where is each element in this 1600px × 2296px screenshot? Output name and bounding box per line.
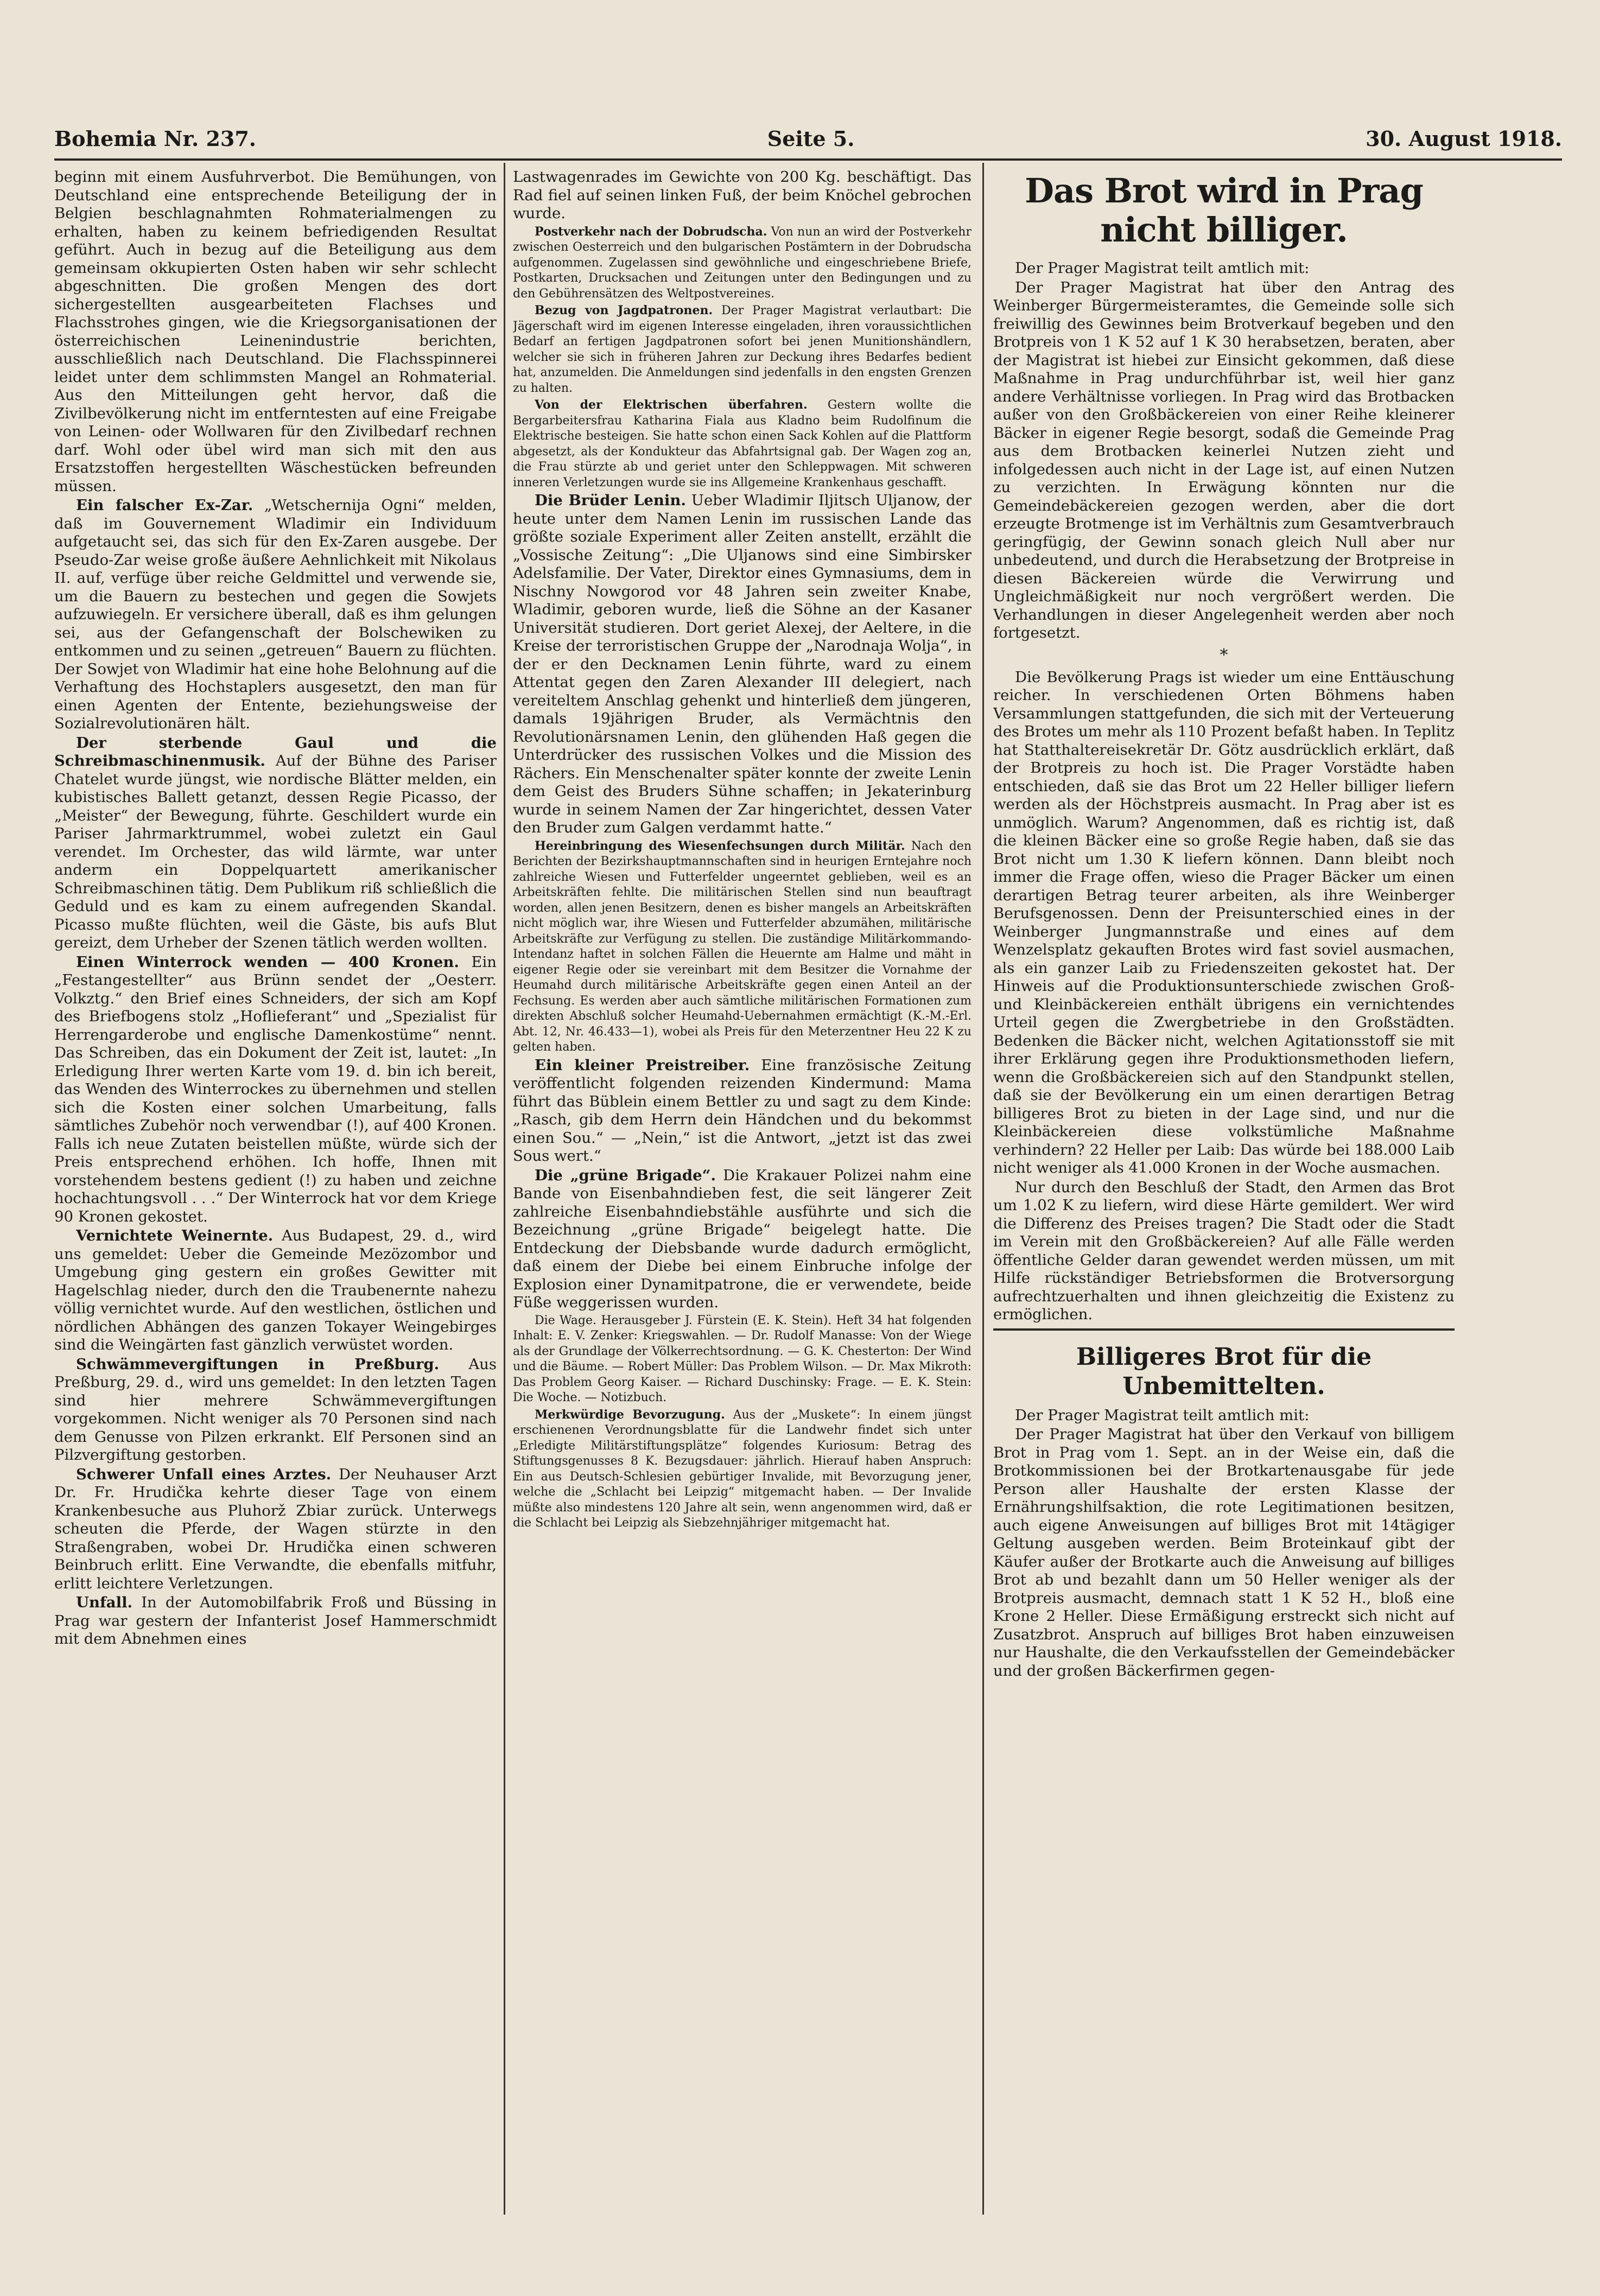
second-headline: Billigeres Brot für die Unbemittelten. bbox=[1076, 1343, 1372, 1400]
bread-paragraph-1: Der Prager Magistrat teilt amtlich mit: bbox=[1015, 259, 1310, 277]
article-body: Ein „Festangestellter“ aus Brünn sendet der „Oesterr. Volkztg.“ den Brief eines Schneiders, der sich am Kopf des Briefbogens stolz „Hoflieferant“ und „Spezialist für Herrengarderobe und englische Damenkostüme“ nennt. Das Schreiben, das ein Dokument der Zeit ist, lautet: „In Erledigung Ihrer werten Karte vom 19. d. bin ich bereit, das Wenden des Winterrockes zu übernehmen und stellen sich die Kosten einer solchen Umarbeitung, falls sämtliches Zubehör noch verwendbar (!), auf 400 Kronen. Falls ich neue Zutaten beistellen müßte, würde sich der Preis entsprechend erhöhen. Ich hoffe, Ihnen mit vorstehendem bestens gedient (!) zu haben und zeichne hochachtungsvoll . . .“ Der Winterrock hat vor dem Kriege 90 Kronen gekostet. bbox=[54, 953, 497, 1225]
cheap-bread-paragraph-2: Der Prager Magistrat hat über den Verkauf von billigem Brot in Prag vom 1. Sept. an in der Weise ein, daß die Brotkommissionen bei der Brotkartenausgabe für jede Person aller Haushalte der ersten Klasse der Ernährungshilfsaktion, die rote Legitimationen besitzen, auch eigene Anweisungen auf billiges Brot mit 14tägiger Geltung ausgeben werden. Beim Broteinkauf gibt der Käufer außer der Brotkarte auch die Anweisung auf billiges Brot ab und bezahlt dann um 50 Heller weniger als der Brotpreis ausmacht, demnach statt 1 K 52 H., bloß eine Krone 2 Heller. Diese Ermäßigung erstreckt sich nicht auf Zusatzbrot. Anspruch auf billiges Brot haben einzuweisen nur Haushalte, die den Verkaufsstellen der Gemeindebäcker und der großen Bäckerfirmen gegen- bbox=[993, 1426, 1455, 1680]
headline: Die Brüder Lenin. bbox=[535, 492, 686, 509]
bread-paragraph-4: Nur durch den Beschluß der Stadt, den Armen das Brot um 1.02 K zu liefern, wird diese Härte gemildert. Wer wird die Differenz des Preises tragen? Die Stadt oder die Stadt im Verein mit den Großbäckereien? Auf alle Fälle werden öffentliche Gelder daran gewendet werden müssen, um mit Hilfe rückständiger Betriebsformen die Brotversorgung aufrechtzuerhalten und ihnen gleichzeitig die Existenz zu ermöglichen. bbox=[993, 1178, 1455, 1323]
page-header bbox=[54, 122, 1562, 155]
section-rule bbox=[993, 1328, 1455, 1331]
continued-paragraph: Lastwagenrades im Gewichte von 200 Kg. beschäftigt. Das Rad fiel auf seinen linken Fuß, der beim Knöchel gebrochen wurde. bbox=[513, 168, 972, 222]
article-green-brigade bbox=[513, 1167, 972, 1312]
headline: Von der Elektrischen überfahren. bbox=[535, 398, 808, 412]
notice-body: Von nun an wird der Postverkehr zwischen Oesterreich und den bulgarischen Postämtern in der Dobrudscha aufgenommen. Zugelassen sind gewöhnliche und eingeschriebene Briefe, Postkarten, Drucksachen und Zeitungen unter den Bedingungen und zu den Gebührensätzen des Weltpostvereines. bbox=[513, 225, 972, 301]
article-body: Ueber Wladimir Iljitsch Uljanow, der heute unter dem Namen Lenin im russischen Lande das größte soziale Experiment aller Zeiten anstellt, erzählt die „Vossische Zeitung“: „Die Uljanows sind eine Simbirsker Adelsfamilie. Der Vater, Direktor eines Gymnasiums, dem in Nischny Nowgorod vor 48 Jahren sein zweiter Knabe, Wladimir, geboren wurde, ließ die Söhne an der Kasaner Universität studieren. Dort geriet Alexej, der Aeltere, in die Kreise der terroristischen Gruppe der „Narodnaja Wolja“, in der er den Decknamen Lenin führte, ward zu einem Attentat gegen den Zaren Alexander III delegiert, nach vereiteltem Anschlag gehenkt und hinterließ dem jüngeren, damals 19jährigen Bruder, als Vermächtnis den Revolutionärsnamen Lenin, den glühenden Haß gegen die Unterdrücker des russischen Volkes und die Mission des Rächers. Ein Menschenalter später konnte der zweite Lenin dem Geist des Bruders Sühne schaffen; in Jekaterinburg wurde in seinem Namen der Zar hingerichtet, dessen Vater den Bruder zum Galgen verdammt hatte.“ bbox=[513, 492, 972, 836]
article-body: „Wetschernija Ogni“ melden, daß im Gouvernement Wladimir ein Individuum aufgetaucht sei, das sich für den Ex-Zaren ausgebe. Der Pseudo-Zar weise große äußere Aehnlichkeit mit Nikolaus II. auf, verfüge über reiche Geldmittel und verwende sie, um die Bauern zu bestechen und gegen die Sowjets aufzuwiegeln. Er versichere überall, daß es ihm gelungen sei, aus der Gefangenschaft der Bolschewiken zu entkommen und zu seinen „getreuen“ Bauern zu flüchten. Der Sowjet von Wladimir hat eine hohe Belohnung auf die Verhaftung des Hochstaplers ausgesetzt, den man für einen Agenten der Entente, beziehungsweise der Sozialrevolutionären hält. bbox=[54, 497, 497, 732]
column-rule-2 bbox=[982, 163, 984, 2215]
header-page-number: Seite 5. bbox=[767, 126, 855, 151]
headline: Postverkehr nach der Dobrudscha. bbox=[535, 224, 767, 239]
article-body: In der Automobilfabrik Froß und Büssing in Prag war gestern der Infanterist Josef Hammerschmidt mit dem Abnehmen eines bbox=[54, 1594, 497, 1648]
headline: Hereinbringung des Wiesenfechsungen durch Militär. bbox=[535, 838, 905, 853]
column-2 bbox=[513, 168, 972, 2215]
column-rule-1 bbox=[504, 163, 505, 2215]
article-body: Aus Preßburg, 29. d., wird uns gemeldet: In den letzten Tagen sind hier mehrere Schwämmevergiftungen vorgekommen. Nicht weniger als 70 Personen sind nach dem Genusse von Pilzen erkrankt. Elf Personen sind an Pilzvergiftung gestorben. bbox=[54, 1355, 497, 1464]
headline: Einen Winterrock wenden — 400 Kronen. bbox=[76, 953, 459, 971]
intro-paragraph: beginn mit einem Ausfuhrverbot. Die Bemühungen, von Deutschland eine entsprechende Beteiligung der in Belgien beschlagnahmten Rohmaterialmengen zu erhalten, haben zu keinem befriedigenden Resultat geführt. Auch in bezug auf die Beteiligung aus dem gemeinsam okkupierten Osten haben wir sehr schlecht abgeschnitten. Die großen Mengen des dort sichergestellten ausgearbeiteten Flachses und Flachsstrohes gingen, wie die Kriegsorganisationen der österreichischen Leinenindustrie berichten, ausschließlich nach Deutschland. Die Flachsspinnerei leidet unter dem schlimmsten Mangel an Rohmaterial. Aus den Mitteilungen geht hervor, daß die Zivilbevölkerung nicht im entferntesten auf eine Freigabe von Leinen- oder Wollwaren für den Zivilbedarf rechnen darf. Wohl oder übel wird man sich mit den aus Ersatzstoffen hergestellten Wäschestücken befreunden müssen. bbox=[54, 168, 497, 495]
article-false-tsar bbox=[54, 497, 497, 733]
headline: Merkwürdige Bevorzugung. bbox=[535, 1407, 725, 1422]
headline: Ein falscher Ex-Zar. bbox=[76, 497, 253, 514]
notice-die-wage: Die Wage. Herausgeber J. Fürstein (E. K. Stein). Heft 34 hat folgenden Inhalt: E. V. Zenker: Kriegswahlen. — Dr. Rudolf Manasse: Von der Wiege als der Grundlage der Völkerrechtsordnung. — G. K. Chesterton: Der Wind und die Bäume. — Robert Müller: Das Problem Wilson. — Dr. Max Mikroth: Das Problem Georg Kaiser. — Richard Duschinsky: Frage. — E. K. Stein: Die Woche. — Notizbuch. bbox=[513, 1313, 972, 1404]
notice-body: Gestern wollte die Bergarbeitersfrau Katharina Fiala aus Kladno beim Rudolfinum die Elektrische besteigen. Sie hatte schon einen Sack Kohlen auf die Plattform abgesetzt, als der Kondukteur das Abfahrtsignal gab. Der Wagen zog an, die Frau stürzte ab und geriet unter den Schleppwagen. Mit schweren inneren Verletzungen wurde sie ins Allgemeine Krankenhaus geschafft. bbox=[513, 398, 972, 489]
notice-body: Nach den Berichten der Bezirkshauptmannschaften sind in heurigen Erntejahre noch zahlreiche Wiesen und Futterfelder ungeerntet geblieben, weil es an Arbeitskräften fehlte. Die militärischen Stellen sind nun beauftragt worden, allen jenen Besitzern, denen es bisher mangels an Arbeitskräften nicht möglich war, ihre Wiesen und Futterfelder abzumähen, militärische Arbeitskräfte zur Verfügung zu stellen. Die zuständige Militärkommando-Intendanz haftet in solchen Fällen die Heuernte am Halme und mäht in eigener Regie oder sie vereinbart mit dem Besitzer die Vornahme der Heumahd durch militärische Arbeitskräfte gegen einen Anteil an der Fechsung. Es werden aber auch sämtliche militärischen Formationen zum direkten Abschluß solcher Heumahd-Uebernahmen ermächtigt (K.-M.-Erl. Abt. 12, Nr. 46.433—1), wobei als Preis für den Meterzentner Heu 22 K zu gelten haben. bbox=[513, 839, 972, 1054]
notice-cartridges bbox=[513, 303, 972, 396]
headline: Unfall. bbox=[76, 1594, 133, 1611]
headline: Ein kleiner Preistreiber. bbox=[535, 1056, 750, 1074]
headline: Die „grüne Brigade“. bbox=[535, 1166, 716, 1184]
headline: Schwämmevergiftungen in Preßburg. bbox=[76, 1355, 440, 1373]
section-separator: * bbox=[1220, 645, 1228, 665]
notice-body: Aus der „Muskete“: In einem jüngst erschienenen Verordnungsblatte für die Landwehr findet sich unter „Erledigte Militärstiftungsplätze“ folgendes Kuriosum: Betrag des Stiftungsgenusses 8 K. Bezugsdauer: jährlich. Hierauf haben Anspruch: Ein aus Deutsch-Schlesien gebürtiger Invalide, mit Bevorzugung jener, welche die „Schlacht bei Leipzig“ mitgemacht haben. — Der Invalide müßte also mindestens 120 Jahre alt sein, wenn angenommen wird, daß er die Schlacht bei Leipzig als Siebzehnjähriger mitgemacht hat. bbox=[513, 1408, 972, 1530]
article-factory-accident bbox=[54, 1594, 497, 1649]
header-rule bbox=[54, 158, 1562, 161]
column-1 bbox=[54, 168, 497, 2215]
main-headline: Das Brot wird in Prag nicht billiger. bbox=[1025, 171, 1423, 250]
article-lenin-brothers bbox=[513, 492, 972, 837]
article-wine-harvest bbox=[54, 1227, 497, 1354]
article-body: Der Neuhauser Arzt Dr. Fr. Hrudička kehrte dieser Tage von einem Krankenbesuche aus Pluhorž Zbiar zurück. Unterwegs scheuten die Pferde, der Wagen stürzte in den Straßengraben, wobei Dr. Hrudička einen schweren Beinbruch erlitt. Eine Verwandte, die ebenfalls mitfuhr, erlitt leichtere Verletzungen. bbox=[54, 1465, 497, 1592]
headline: Der sterbende Gaul und die Schreibmaschinenmusik. bbox=[54, 734, 497, 769]
bread-paragraph-2: Der Prager Magistrat hat über den Antrag des Weinberger Bürgermeisteramtes, die Gemeinde solle sich freiwillig des Gewinnes beim Brotverkauf begeben und den Brotpreis von 1 K 52 auf 1 K 30 herabsetzen, beraten, aber der Magistrat ist hiebei zur Einsicht gekommen, daß diese Maßnahme in Prag undurchführbar ist, weil hier ganz andere Verhältnisse vorliegen. In Prag wird das Brotbacken außer von den Großbäckereien von einer Reihe kleinerer Bäcker in eigener Regie besorgt, sodaß die Gemeinde Prag aus dem Brotbacken keinerlei Nutzen zieht und infolgedessen auch nicht in der Lage ist, auf einen Nutzen zu verzichten. In Erwägung könnten nur die Gemeindebäckereien gezogen werden, aber die dort erzeugte Brotmenge ist im Verhältnis zum Gesamtverbrauch geringfügig, der Gewinn sonach gleich Null aber nur unbedeutend, und durch die Herabsetzung der Brotpreise in diesen Bäckereien würde die Verwirrung und Ungleichmäßigkeit nur noch vergrößert werden. Die Verhandlungen in dieser Angelegenheit werden aber noch fortgesetzt. bbox=[993, 278, 1455, 641]
article-doctor-accident bbox=[54, 1466, 497, 1593]
article-body: Aus Budapest, 29. d., wird uns gemeldet: Ueber die Gemeinde Mezözombor und Umgebung ging gestern ein großes Gewitter mit Hagelschlag nieder, durch den die Traubenernte nahezu völlig vernichtet wurde. Auf den westlichen, östlichen und nördlichen Abhängen des ganzen Tokayer Weingebirges sind die Weingärten fast gänzlich verwüstet worden. bbox=[54, 1227, 497, 1353]
header-issue: Bohemia Nr. 237. bbox=[54, 126, 257, 151]
article-body: Auf der Bühne des Pariser Chatelet wurde jüngst, wie nordische Blätter melden, ein kubistisches Ballett getanzt, dessen Regie Picasso, der „Meister“ der Bewegung, führte. Geschildert wurde ein Pariser Jahrmarktrummel, wobei zuletzt ein Gaul verendet. Im Orchester, das wild lärmte, war unter anderm ein Doppelquartett amerikanischer Schreibmaschinen tätig. Dem Publikum riß schließlich die Geduld und es kam zu einem aufregenden Skandal. Picasso mußte flüchten, weil die Gäste, bis aufs Blut gereizt, dem Urheber der Szenen tätlich werden wollten. bbox=[54, 752, 497, 951]
notice-meadow-harvest bbox=[513, 838, 972, 1055]
headline: Vernichtete Weinernte. bbox=[76, 1227, 274, 1244]
notice-postal bbox=[513, 224, 972, 302]
article-winter-coat bbox=[54, 953, 497, 1226]
article-dying-horse bbox=[54, 734, 497, 952]
notice-preference bbox=[513, 1407, 972, 1531]
notice-body: Der Prager Magistrat verlautbart: Die Jägerschaft wird im eigenen Interesse eingeladen, ihren voraussichtlichen Bedarf an fertigen Jagdpatronen sofort bei jenen Munitionshändlern, welcher sie sich in früheren Jahren zur Deckung ihres Bedarfes bedient hat, anzumelden. Die Anmeldungen sind jedenfalls in den engsten Grenzen zu halten. bbox=[513, 304, 972, 395]
cheap-bread-paragraph-1: Der Prager Magistrat teilt amtlich mit: bbox=[1015, 1406, 1310, 1424]
headline: Schwerer Unfall eines Arztes. bbox=[76, 1465, 332, 1483]
notice-tram-accident bbox=[513, 397, 972, 491]
article-body: Die Krakauer Polizei nahm eine Bande von Eisenbahndieben fest, die seit längerer Zeit zahlreiche Eisenbahndiebstähle ausführte und sich die Bezeichnung „grüne Brigade“ beigelegt hatte. Die Entdeckung der Diebsbande wurde dadurch ermöglicht, daß einem der Diebe bei einem Einbruche infolge der Explosion einer Dynamitpatrone, die er verwendete, beide Füße weggerissen wurden. bbox=[513, 1166, 972, 1311]
column-3 bbox=[993, 168, 1455, 2215]
article-mushroom-poisoning bbox=[54, 1356, 497, 1465]
header-date: 30. August 1918. bbox=[1366, 126, 1562, 151]
article-price-driver bbox=[513, 1057, 972, 1166]
headline: Bezug von Jagdpatronen. bbox=[535, 303, 713, 317]
article-body: Eine französische Zeitung veröffentlicht folgenden reizenden Kindermund: Mama führt das Büblein einem Bettler zu und sagt zu dem Kinde: „Rasch, gib dem Herrn dein Händchen und du bekommst einen Sou.“ — „Nein,“ ist die Antwort, „jetzt ist das zwei Sous wert.“ bbox=[513, 1056, 972, 1165]
bread-paragraph-3: Die Bevölkerung Prags ist wieder um eine Enttäuschung reicher. In verschiedenen Orten Böhmens haben Versammlungen stattgefunden, die sich mit der Verteuerung des Brotes um mehr als 110 Prozent befaßt haben. In Teplitz hat Statthaltereisekretär Dr. Götz ausdrücklich erklärt, daß der Brotpreis zu hoch ist. Die Prager Vorstädte haben entschieden, daß sie das Brot um 22 Heller billiger liefern werden als der Höchstpreis ausmacht. In Prag aber ist es unmöglich. Warum? Angenommen, daß es richtig ist, daß die kleinen Bäcker eine so große Regie haben, daß sie das Brot nicht um 1.30 K liefern können. Dann bleibt noch immer die Frage offen, wieso die Prager Bäcker um einen derartigen Betrag teurer arbeiten, als ihre Weinberger Berufsgenossen. Denn der Preisunterschied eines in der Weinberger Jungmannstraße und eines auf dem Wenzelsplatz gekauften Brotes wird fast soviel ausmachen, als ein ganzer Laib zu Friedenszeiten gekostet hat. Der Hinweis auf die Produktionsunterschiede zwischen Groß- und Kleinbäckereien enthält übrigens ein vernichtendes Urteil gegen die Zwergbetriebe in den Großstädten. Bedenken die Bäcker nicht, welchen Agitationsstoff sie mit ihrer Erklärung gegen ihre Produktionsmethoden liefern, wenn die Großbäckereien sich auf den Standpunkt stellen, daß sie der Bevölkerung ein um einen derartigen Betrag billigeres Brot zu bieten in der Lage sind, und nur die Kleinbäckereien diese volkstümliche Maßnahme verhindern? 22 Heller per Laib: Das würde bei 188.000 Laib nicht weniger als 41.000 Kronen in der Woche ausmachen. bbox=[993, 668, 1455, 1176]
